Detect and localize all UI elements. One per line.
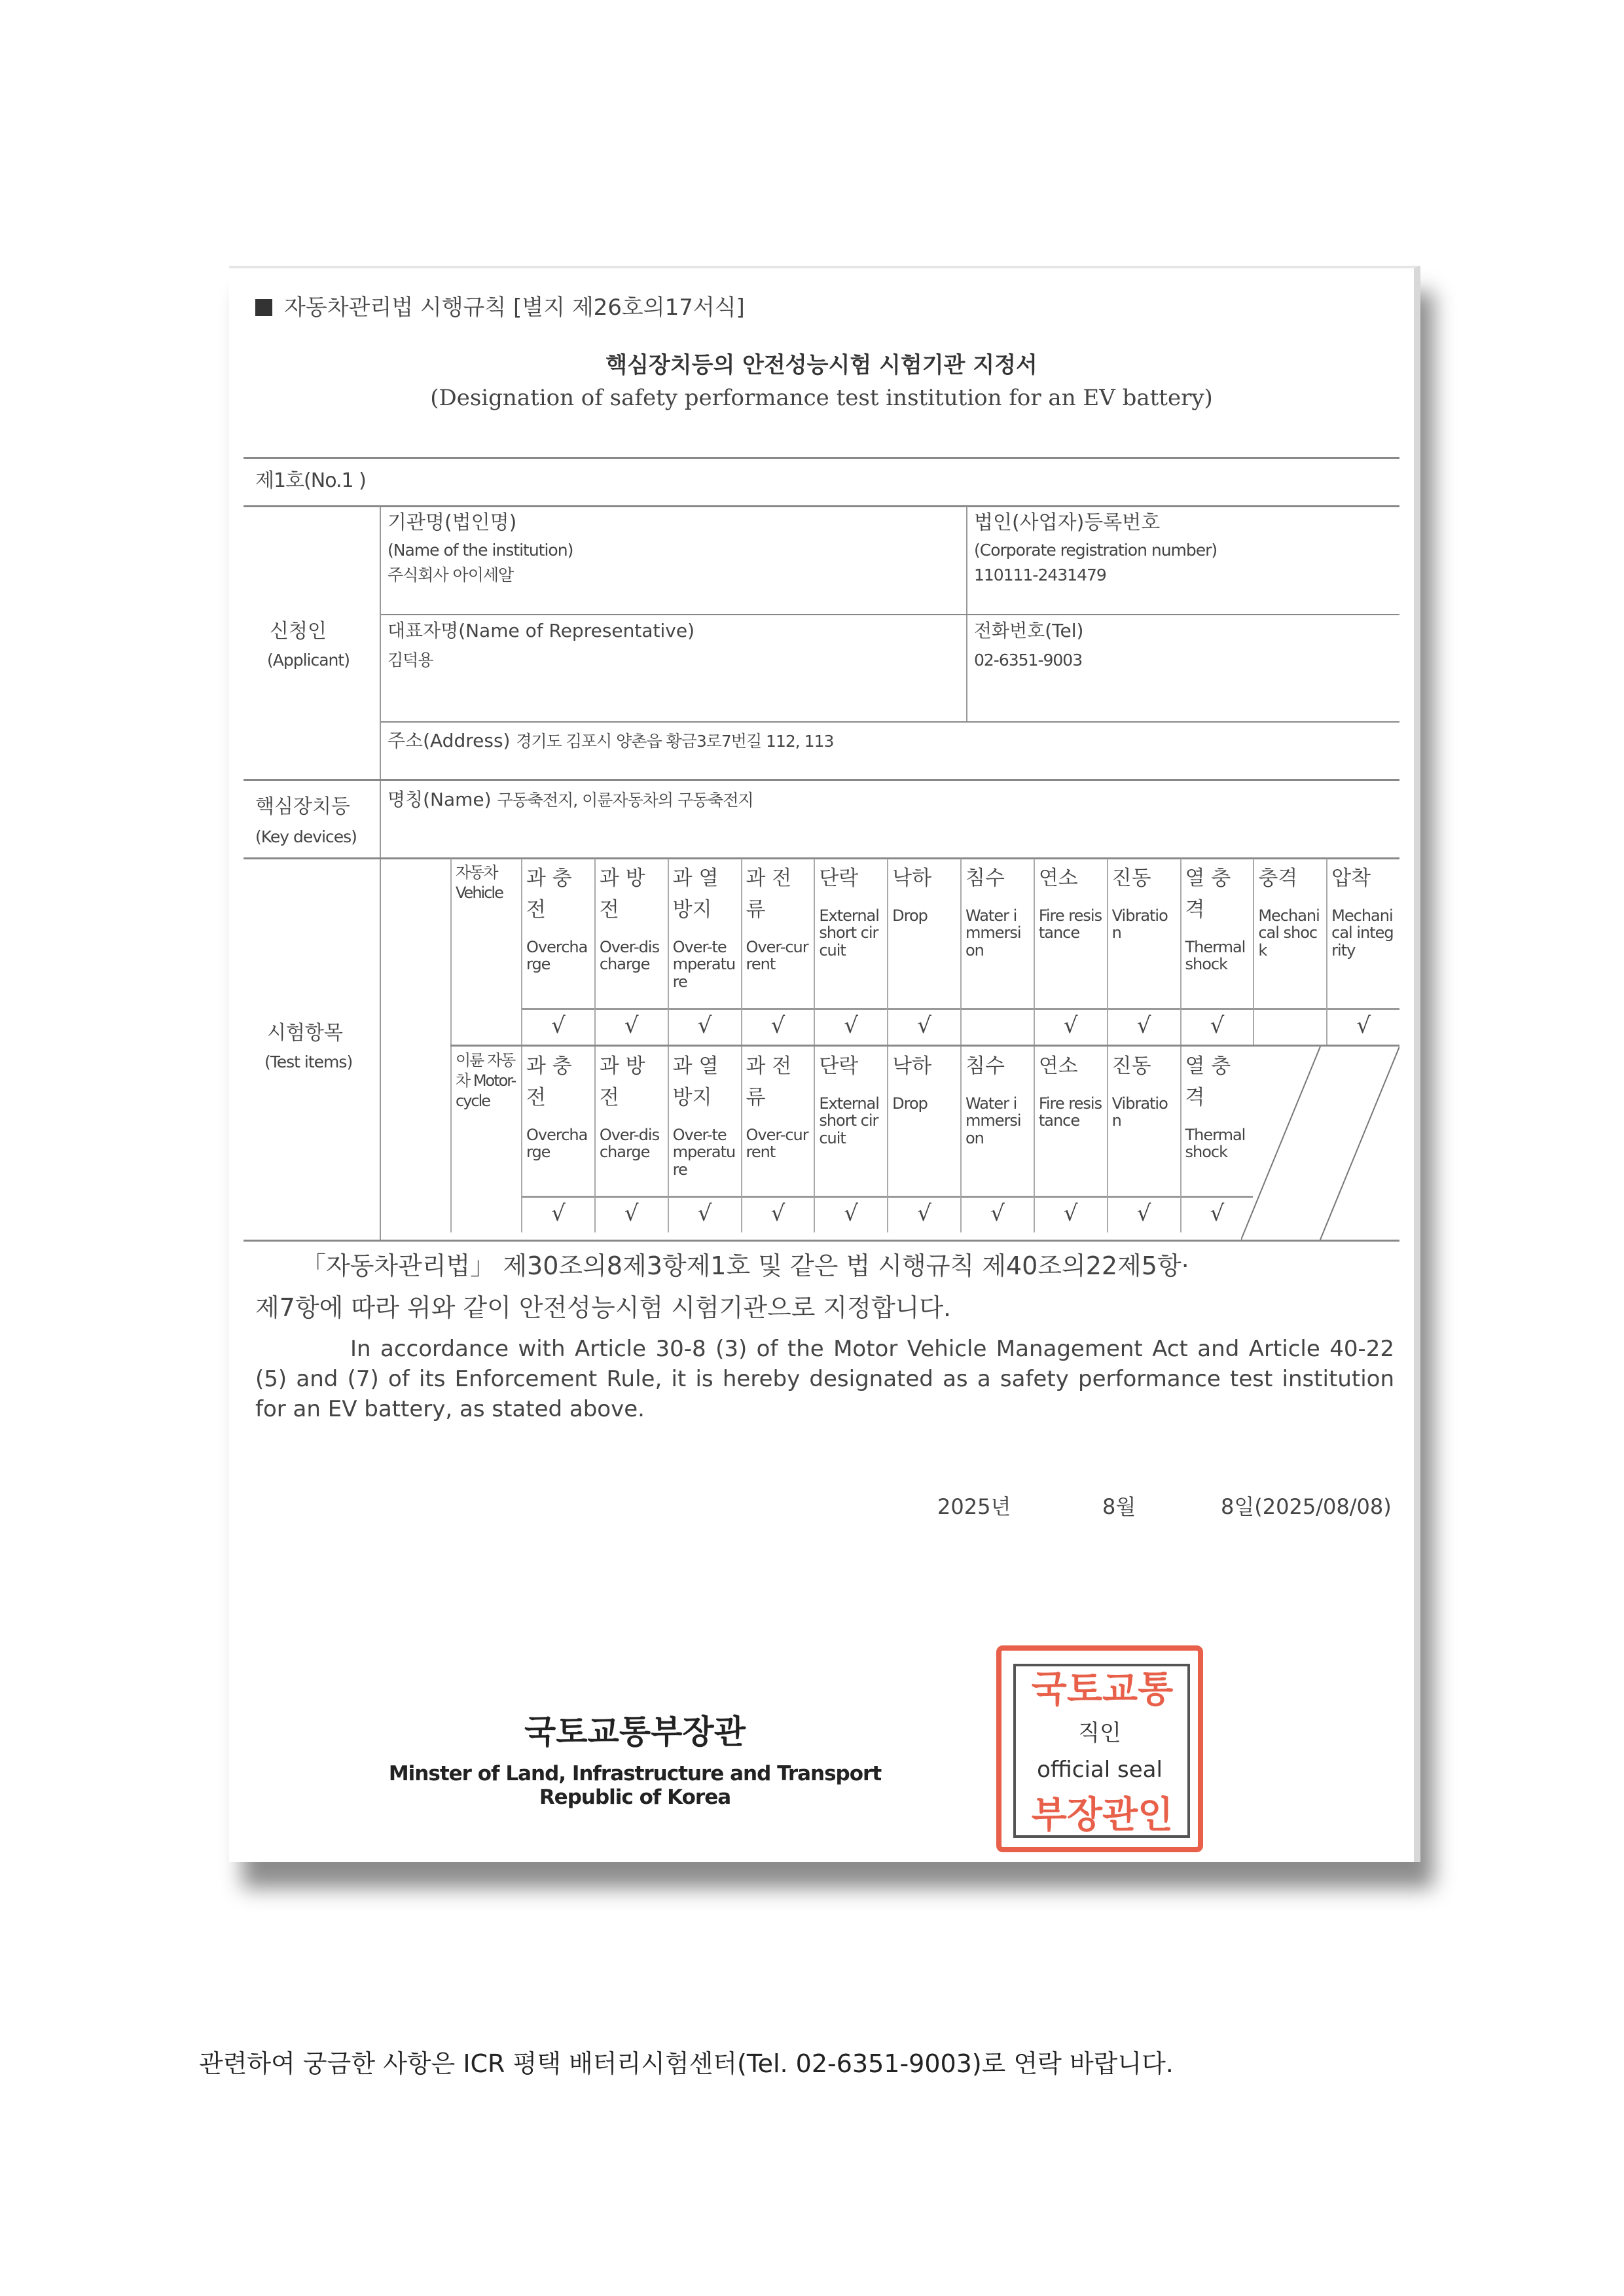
test-item-check [521,1008,594,1045]
test-item-check [887,1196,960,1232]
representative-value: 김덕용 [388,651,433,670]
registration-value: 110111-2431479 [974,565,1106,584]
test-item-check [1253,1008,1326,1045]
test-item-name-ko: 과 전 류 [746,867,792,922]
check-mark-icon: √ [1136,1200,1151,1227]
not-applicable-diagonals [1241,1047,1399,1240]
test-item-vehicle [594,859,668,1008]
vehicle-category-label: 자동차 Vehicle [450,859,521,1045]
statement [255,1245,1394,1424]
test-items-label-en: (Test items) [264,1052,353,1071]
check-mark-icon: √ [917,1200,931,1227]
test-item-vehicle [814,859,887,1008]
form-reference [255,289,745,321]
test-item-check [1107,1008,1180,1045]
check-mark-icon: √ [1356,1013,1371,1039]
test-item-motorcycle [521,1047,594,1196]
test-item-name-en: Thermal shock [1185,938,1246,974]
test-item-name-en: Over-temperature [672,938,736,991]
check-mark-icon: √ [917,1013,931,1039]
test-item-name-en: Fire resistance [1038,1094,1102,1130]
test-item-motorcycle [960,1047,1034,1196]
square-bullet-icon [255,299,272,316]
check-mark-icon: √ [844,1200,859,1227]
test-item-vehicle [887,859,960,1008]
applicant-label: 신청인 [270,620,327,643]
test-item-name-ko: 낙하 [892,1054,932,1078]
test-item-name-ko: 과 전 류 [746,1054,792,1110]
test-item-name-ko: 열 충 격 [1185,867,1231,922]
test-item-name-en: Drop [892,1094,928,1113]
check-mark-icon: √ [1210,1013,1225,1039]
test-item-motorcycle [887,1047,960,1196]
test-item-motorcycle [668,1047,741,1196]
seal-glyphs: 부장관인 [1031,1794,1174,1837]
certificate-number: 제1호(No.1 ) [255,469,366,492]
statement-ko-line2: 제7항에 따라 위와 같이 안전성능시험 시험기관으로 지정합니다. [255,1293,952,1322]
statement-korean [255,1245,1394,1329]
institution-label: 기관명(법인명) [388,511,517,534]
check-mark-icon: √ [697,1013,712,1039]
test-item-motorcycle [814,1047,887,1196]
test-items-label: 시험항목 [267,1022,343,1045]
check-mark-icon: √ [1210,1200,1225,1227]
test-item-check [887,1008,960,1045]
test-item-vehicle [960,859,1034,1008]
date-month: 8월 [1102,1494,1136,1519]
test-item-name-en: Vibration [1111,1094,1168,1130]
test-item-check [668,1196,741,1232]
key-devices-name-label: 명칭(Name) [388,789,492,810]
test-item-name-en: External short circuit [819,1094,879,1147]
check-mark-icon: √ [770,1200,785,1227]
test-item-check [960,1008,1034,1045]
test-item-name-ko: 연소 [1038,1054,1078,1078]
tel-value: 02-6351-9003 [974,651,1083,670]
address-label: 주소(Address) [388,730,511,751]
seal-label-en: official seal [1037,1757,1163,1783]
address-value: 경기도 김포시 양촌읍 황금3로7번길 112, 113 [516,732,834,751]
test-item-motorcycle [594,1047,668,1196]
test-item-check [814,1008,887,1045]
test-item-check [741,1196,814,1232]
institution-value: 주식회사 아이세알 [388,565,514,584]
test-item-name-en: Over-current [746,1126,808,1162]
test-item-check [960,1196,1034,1232]
form-reference-text: 자동차관리법 시행규칙 [별지 제26호의17서식] [284,295,745,321]
test-item-check [594,1196,668,1232]
test-item-name-ko: 단락 [819,867,859,890]
test-item-name-en: Over-temperature [672,1126,736,1179]
date-day: 8일(2025/08/08) [1221,1494,1392,1519]
test-item-check [1034,1008,1107,1045]
issuer-country: Republic of Korea [539,1785,731,1809]
test-item-vehicle [668,859,741,1008]
test-item-check [521,1196,594,1232]
test-item-check [1107,1196,1180,1232]
divider [380,507,381,1240]
test-item-name-ko: 과 충 전 [526,1054,572,1110]
test-item-name-ko: 낙하 [892,867,932,890]
vehicle-test-grid [450,859,1399,1045]
statement-english: In accordance with Article 30-8 (3) of the Motor Vehicle Management Act and Article 40-22 (5) and (7) of its Enforcement Rule, it is hereby designated as a safety performance test institution for an EV battery, as stated above. [255,1336,1394,1422]
check-mark-icon: √ [990,1200,1005,1227]
applicant-label-en: (Applicant) [267,651,350,670]
check-mark-icon: √ [551,1200,566,1227]
test-item-name-ko: 단락 [819,1054,859,1078]
test-item-vehicle [1034,859,1107,1008]
test-item-check [668,1008,741,1045]
motorcycle-category-label: 이륜 자동차 Motor-cycle [450,1047,521,1232]
test-item-name-en: External short circuit [819,906,879,960]
test-item-check [1326,1008,1399,1045]
title-english: (Designation of safety performance test institution for an EV battery) [430,385,1213,411]
test-item-name-ko: 과 방 전 [599,1054,645,1110]
test-item-motorcycle [1107,1047,1180,1196]
key-devices-label-en: (Key devices) [255,827,357,846]
divider [244,505,1399,507]
test-item-name-en: Over-discharge [599,938,660,974]
test-item-name-en: Drop [892,906,928,925]
test-item-name-en: Mechanical integrity [1331,906,1394,960]
test-item-name-en: Overcharge [526,938,588,974]
check-mark-icon: √ [624,1013,639,1039]
check-mark-icon: √ [551,1013,566,1039]
issuer-title-ko: 국토교통부장관 [524,1713,746,1751]
check-mark-icon: √ [770,1013,785,1039]
divider [381,721,1399,723]
divider [244,779,1399,781]
test-item-vehicle [1326,859,1399,1008]
test-item-check [1034,1196,1107,1232]
test-item-name-en: Thermal shock [1185,1126,1246,1162]
test-item-name-ko: 열 충 격 [1185,1054,1231,1110]
test-item-name-en: Mechanical shock [1258,906,1320,960]
test-item-name-ko: 진동 [1111,1054,1151,1078]
test-item-name-en: Over-current [746,938,808,974]
test-item-check [814,1196,887,1232]
check-mark-icon: √ [697,1200,712,1227]
test-item-vehicle [741,859,814,1008]
divider [244,1240,1399,1242]
test-item-name-en: Over-discharge [599,1126,660,1162]
key-devices-name [388,788,753,811]
check-mark-icon: √ [1063,1200,1078,1227]
check-mark-icon: √ [1063,1013,1078,1039]
registration-label-en: (Corporate registration number) [974,541,1218,560]
statement-ko-line1: 「자동차관리법」 제30조의8제3항제1호 및 같은 법 시행규칙 제40조의22제5항· [301,1251,1189,1280]
divider [381,614,1399,615]
issuer-title-en: Minster of Land, Infrastructure and Transport [388,1762,882,1785]
test-item-vehicle [1107,859,1180,1008]
test-item-vehicle [1253,859,1326,1008]
test-item-name-ko: 압착 [1331,867,1371,890]
test-item-name-ko: 충격 [1258,867,1298,890]
test-item-vehicle [1180,859,1254,1008]
date-year: 2025년 [937,1494,1011,1519]
institution-label-en: (Name of the institution) [388,541,573,560]
issuer [373,1706,897,1809]
test-item-name-en: Vibration [1111,906,1168,942]
test-item-name-ko: 과 열 방지 [672,1054,719,1110]
registration-label: 법인(사업자)등록번호 [974,511,1161,534]
check-mark-icon: √ [624,1200,639,1227]
test-item-name-ko: 과 충 전 [526,867,572,922]
address [388,729,833,752]
divider [244,457,1399,459]
test-item-check [1180,1008,1254,1045]
seal-label-ko: 직인 [1078,1720,1121,1746]
test-item-motorcycle [1034,1047,1107,1196]
check-mark-icon: √ [1136,1013,1151,1039]
test-item-name-ko: 침수 [965,867,1005,890]
key-devices-name-value: 구동축전지, 이륜자동차의 구동축전지 [497,791,753,810]
check-mark-icon: √ [844,1013,859,1039]
test-item-vehicle [521,859,594,1008]
footer-note: 관련하여 궁금한 사항은 ICR 평택 배터리시험센터(Tel. 02-6351-9003)로 연락 바랍니다. [199,2049,1174,2078]
title-korean: 핵심장치등의 안전성능시험 시험기관 지정서 [605,352,1038,378]
test-item-name-en: Water immersion [965,906,1021,960]
test-item-name-ko: 침수 [965,1054,1005,1078]
test-item-name-en: Fire resistance [1038,906,1102,942]
test-item-motorcycle [741,1047,814,1196]
test-item-check [594,1008,668,1045]
test-item-name-en: Water immersion [965,1094,1021,1147]
seal-glyphs: 국토교통 [1031,1668,1174,1711]
official-seal-stamp [996,1645,1203,1852]
test-item-name-ko: 진동 [1111,867,1151,890]
key-devices-label: 핵심장치등 [255,795,350,818]
designation-certificate [229,266,1420,1862]
test-item-name-en: Overcharge [526,1126,588,1162]
test-item-name-ko: 연소 [1038,867,1078,890]
representative-label: 대표자명(Name of Representative) [388,620,695,641]
test-item-name-ko: 과 방 전 [599,867,645,922]
test-item-check [741,1008,814,1045]
test-item-name-ko: 과 열 방지 [672,867,719,922]
tel-label: 전화번호(Tel) [974,620,1084,641]
